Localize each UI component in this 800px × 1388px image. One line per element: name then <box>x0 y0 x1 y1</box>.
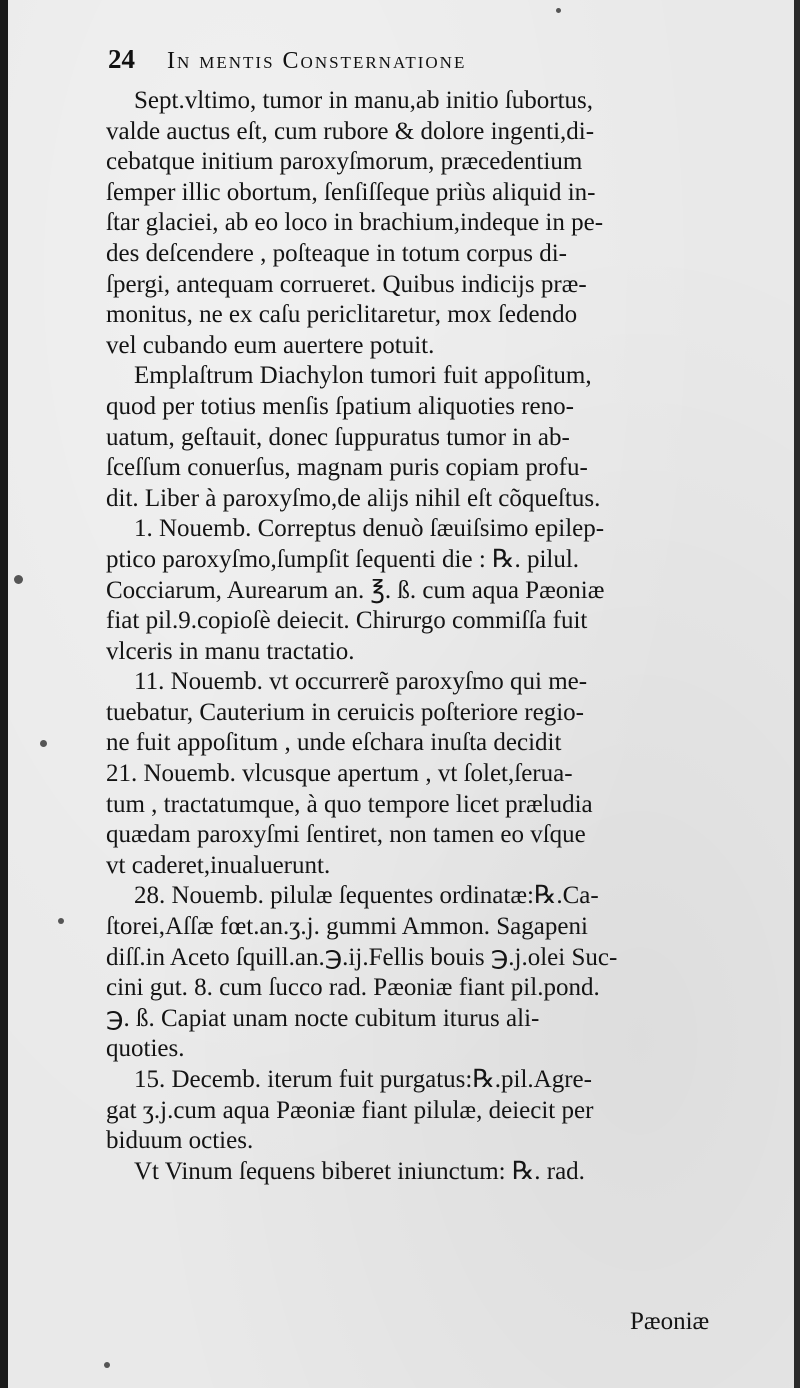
ink-speck <box>58 918 64 924</box>
text-line: ne fuit appoſitum , unde eſchara inuſta decidit <box>106 729 562 757</box>
text-line: 1. Nouemb. Correptus denuò ſæuiſsimo epilep- <box>134 515 605 543</box>
text-line: quod per totius menſis ſpatium aliquoties reno- <box>106 392 574 420</box>
right-page-edge <box>794 0 800 1388</box>
text-line: vlceris in manu tractatio. <box>106 637 355 665</box>
text-line: 11. Nouemb. vt occurrerẽ paroxyſmo qui me- <box>134 668 588 696</box>
text-line: ſtar glaciei, ab eo loco in brachium,indeque in pe- <box>106 209 604 237</box>
text-line: fiat pil.9.copioſè deiecit. Chirurgo commiſſa fuit <box>106 607 588 635</box>
text-line: ℈. ß. Capiat unam nocte cubitum iturus ali- <box>106 1004 540 1032</box>
text-line: cebatque initium paroxyſmorum, præcedentium <box>106 148 583 176</box>
text-line: vt caderet,inualuerunt. <box>106 851 331 879</box>
text-line: dit. Liber à paroxyſmo,de alijs nihil eſt cõqueſtus. <box>106 484 601 512</box>
text-line: tum , tractatumque, à quo tempore licet præludia <box>106 790 593 818</box>
text-line: 21. Nouemb. vlcusque apertum , vt ſolet,ſerua- <box>106 760 573 788</box>
text-line: Cocciarum, Aurearum an. ℥. ß. cum aqua Pæoniæ <box>106 576 605 604</box>
left-page-edge <box>0 0 8 1388</box>
text-line: vel cubando eum auertere potuit. <box>106 331 435 359</box>
page-number: 24 <box>108 44 135 74</box>
text-line: quoties. <box>106 1035 185 1063</box>
running-head: In mentis Consternatione <box>167 48 467 74</box>
text-line: Emplaſtrum Diachylon tumori fuit appoſitum, <box>134 362 592 390</box>
text-line: ptico paroxyſmo,ſumpſit ſequenti die : ℞. pilul. <box>106 545 580 573</box>
body-text <box>106 86 746 1187</box>
text-line: ſtorei,Aſſæ fœt.an.ʒ.j. gummi Ammon. Sagapeni <box>106 913 588 941</box>
text-line: monitus, ne ex caſu periclitaretur, mox ſedendo <box>106 301 578 329</box>
ink-speck <box>14 575 23 584</box>
text-line: biduum octies. <box>106 1127 254 1155</box>
text-line: gat ʒ.j.cum aqua Pæoniæ fiant pilulæ, deiecit per <box>106 1096 594 1124</box>
text-line: diſſ.in Aceto ſquill.an.℈.ij.Fellis bouis ℈.j.olei Suc- <box>106 943 618 971</box>
text-line: Sept.vltimo, tumor in manu,ab initio ſubortus, <box>134 87 594 114</box>
text-line: uatum, geſtauit, donec ſuppuratus tumor in ab- <box>106 423 570 451</box>
text-line: cini gut. 8. cum ſucco rad. Pæoniæ fiant pil.pond. <box>106 974 600 1002</box>
text-line: valde auctus eſt, cum rubore & dolore ingenti,di- <box>106 117 595 145</box>
text-line: des deſcendere , poſteaque in totum corpus di- <box>106 239 567 267</box>
text-line: tuebatur, Cauterium in ceruicis poſteriore regio- <box>106 698 584 726</box>
text-line: ſpergi, antequam corrueret. Quibus indicijs præ- <box>106 270 587 298</box>
ink-speck <box>104 1362 110 1368</box>
text-line: ſceſſum conuerſus, magnam puris copiam profu- <box>106 454 588 482</box>
ink-speck <box>556 8 561 13</box>
page-header <box>108 44 708 75</box>
text-line: 28. Nouemb. pilulæ ſequentes ordinatæ:℞.Ca- <box>134 882 599 910</box>
ink-speck <box>40 740 47 747</box>
text-line: quædam paroxyſmi ſentiret, non tamen eo vſque <box>106 821 586 849</box>
text-line: 15. Decemb. iterum fuit purgatus:℞.pil.Agre- <box>134 1066 592 1093</box>
catchword: Pæoniæ <box>630 1308 710 1335</box>
text-line: ſemper illic obortum, ſenſiſſeque priùs aliquid in- <box>106 178 596 206</box>
text-line: Vt Vinum ſequens biberet iniunctum: ℞. rad. <box>134 1157 585 1185</box>
